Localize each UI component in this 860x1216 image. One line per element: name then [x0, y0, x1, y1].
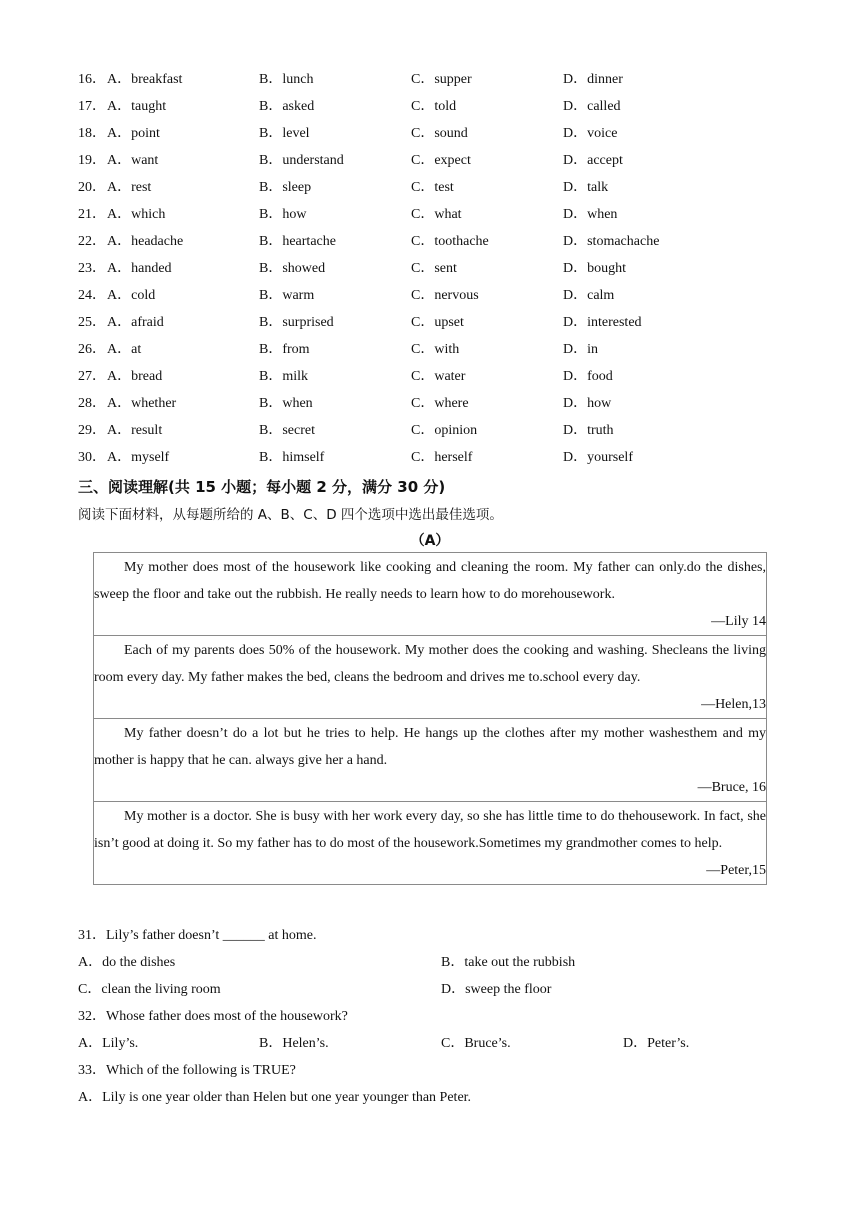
passage-row [94, 719, 767, 802]
passage-text-peter: My mother is a doctor. She is busy with her work every day, so she has little time to do thehousework. In fact, she isn’t good at doing it. So my father has to do most of the housework.Sometimes my grandmother comes to help. [94, 809, 766, 851]
question-number: 28． [78, 396, 106, 411]
passage-text-bruce: My father doesn’t do a lot but he tries to help. He hangs up the clothes after my mother washesthem and my mother is happy that he can. always give her a hand. [94, 726, 766, 768]
option-c[interactable]: C．toothache [411, 234, 489, 249]
question-number: 21． [78, 207, 106, 222]
question-number: 23． [78, 261, 106, 276]
question-32-option-a[interactable]: A．Lily’s. [78, 1036, 139, 1051]
option-c[interactable]: C．where [411, 396, 469, 411]
question-31-option-c[interactable]: C．clean the living room [78, 982, 221, 997]
passage-label: （A） [410, 533, 450, 549]
option-c[interactable]: C．test [411, 180, 454, 195]
question-33-stem: 33．Which of the following is TRUE? [78, 1063, 296, 1078]
option-a[interactable]: A．want [107, 153, 159, 168]
question-number: 29． [78, 423, 106, 438]
passage-cell [94, 636, 767, 719]
option-d[interactable]: D．called [563, 99, 621, 114]
question-number: 16． [78, 72, 106, 87]
option-d[interactable]: D．calm [563, 288, 615, 303]
option-d[interactable]: D．food [563, 369, 613, 384]
option-b[interactable]: B．sleep [259, 180, 312, 195]
option-d[interactable]: D．when [563, 207, 618, 222]
question-31-option-b[interactable]: B．take out the rubbish [441, 955, 576, 970]
question-number: 26． [78, 342, 106, 357]
option-b[interactable]: B．how [259, 207, 307, 222]
question-number: 19． [78, 153, 106, 168]
option-b[interactable]: B．understand [259, 153, 344, 168]
option-c[interactable]: C．sound [411, 126, 468, 141]
option-c[interactable]: C．what [411, 207, 462, 222]
question-number: 24． [78, 288, 106, 303]
option-a[interactable]: A．headache [107, 234, 184, 249]
passage-row [94, 802, 767, 885]
option-c[interactable]: C．with [411, 342, 460, 357]
question-32-option-d[interactable]: D．Peter’s. [623, 1036, 690, 1051]
passage-signature-bruce: —Bruce, 16 [697, 780, 766, 795]
option-d[interactable]: D．voice [563, 126, 618, 141]
option-c[interactable]: C．upset [411, 315, 464, 330]
option-b[interactable]: B．himself [259, 450, 325, 465]
option-b[interactable]: B．secret [259, 423, 315, 438]
question-number: 27． [78, 369, 106, 384]
question-32-option-b[interactable]: B．Helen’s. [259, 1036, 329, 1051]
section-instruction: 阅读下面材料，从每题所给的 A、B、C、D 四个选项中选出最佳选项。 [78, 507, 503, 523]
passage-row [94, 553, 767, 636]
question-31-stem: 31．Lily’s father doesn’t ______ at home. [78, 928, 317, 943]
option-c[interactable]: C．sent [411, 261, 457, 276]
option-c[interactable]: C．expect [411, 153, 471, 168]
option-b[interactable]: B．from [259, 342, 310, 357]
question-number: 18． [78, 126, 106, 141]
option-b[interactable]: B．when [259, 396, 313, 411]
question-number: 30． [78, 450, 106, 465]
option-a[interactable]: A．handed [107, 261, 172, 276]
option-d[interactable]: D．dinner [563, 72, 623, 87]
passages-table [93, 552, 767, 885]
option-a[interactable]: A．at [107, 342, 142, 357]
question-number: 25． [78, 315, 106, 330]
passage-text-helen: Each of my parents does 50% of the housework. My mother does the cooking and washing. Shecleans the living room every day. My father makes the bed, cleans the bedroom and drives me to.school every day. [94, 643, 766, 685]
option-b[interactable]: B．lunch [259, 72, 314, 87]
option-b[interactable]: B．warm [259, 288, 315, 303]
question-number: 17． [78, 99, 106, 114]
option-c[interactable]: C．herself [411, 450, 473, 465]
question-31-option-a[interactable]: A．do the dishes [78, 955, 176, 970]
option-d[interactable]: D．stomachache [563, 234, 660, 249]
question-31-option-d[interactable]: D．sweep the floor [441, 982, 552, 997]
option-d[interactable]: D．interested [563, 315, 642, 330]
option-d[interactable]: D．in [563, 342, 598, 357]
option-a[interactable]: A．whether [107, 396, 177, 411]
passage-signature-helen: —Helen,13 [701, 697, 766, 712]
option-a[interactable]: A．which [107, 207, 166, 222]
question-32-stem: 32．Whose father does most of the housework? [78, 1009, 348, 1024]
option-b[interactable]: B．heartache [259, 234, 336, 249]
option-a[interactable]: A．rest [107, 180, 152, 195]
passage-signature-peter: —Peter,15 [706, 863, 766, 878]
section-title: 三、阅读理解(共 15 小题；每小题 2 分，满分 30 分) [78, 478, 446, 496]
option-d[interactable]: D．accept [563, 153, 623, 168]
option-d[interactable]: D．how [563, 396, 612, 411]
option-a[interactable]: A．bread [107, 369, 163, 384]
option-a[interactable]: A．breakfast [107, 72, 183, 87]
option-b[interactable]: B．asked [259, 99, 315, 114]
question-32-option-c[interactable]: C．Bruce’s. [441, 1036, 511, 1051]
option-d[interactable]: D．truth [563, 423, 614, 438]
option-b[interactable]: B．surprised [259, 315, 334, 330]
option-b[interactable]: B．milk [259, 369, 309, 384]
question-number: 22． [78, 234, 106, 249]
option-b[interactable]: B．level [259, 126, 310, 141]
option-c[interactable]: C．nervous [411, 288, 479, 303]
option-a[interactable]: A．afraid [107, 315, 164, 330]
option-c[interactable]: C．told [411, 99, 457, 114]
option-a[interactable]: A．cold [107, 288, 156, 303]
question-33-option-a[interactable]: A．Lily is one year older than Helen but one year younger than Peter. [78, 1090, 472, 1105]
option-d[interactable]: D．yourself [563, 450, 633, 465]
option-a[interactable]: A．taught [107, 99, 167, 114]
option-c[interactable]: C．supper [411, 72, 472, 87]
option-d[interactable]: D．talk [563, 180, 609, 195]
passage-cell [94, 553, 767, 636]
option-c[interactable]: C．water [411, 369, 466, 384]
passage-cell [94, 802, 767, 885]
passage-row [94, 636, 767, 719]
passage-cell [94, 719, 767, 802]
option-d[interactable]: D．bought [563, 261, 626, 276]
option-c[interactable]: C．opinion [411, 423, 478, 438]
passage-text-lily: My mother does most of the housework like cooking and cleaning the room. My father can only.do the dishes, sweep the floor and take out the rubbish. He really needs to learn how to do morehousework. [94, 560, 766, 602]
option-a[interactable]: A．myself [107, 450, 170, 465]
option-b[interactable]: B．showed [259, 261, 326, 276]
passage-signature-lily: —Lily 14 [711, 614, 766, 629]
option-a[interactable]: A．point [107, 126, 160, 141]
question-number: 20． [78, 180, 106, 195]
option-a[interactable]: A．result [107, 423, 163, 438]
